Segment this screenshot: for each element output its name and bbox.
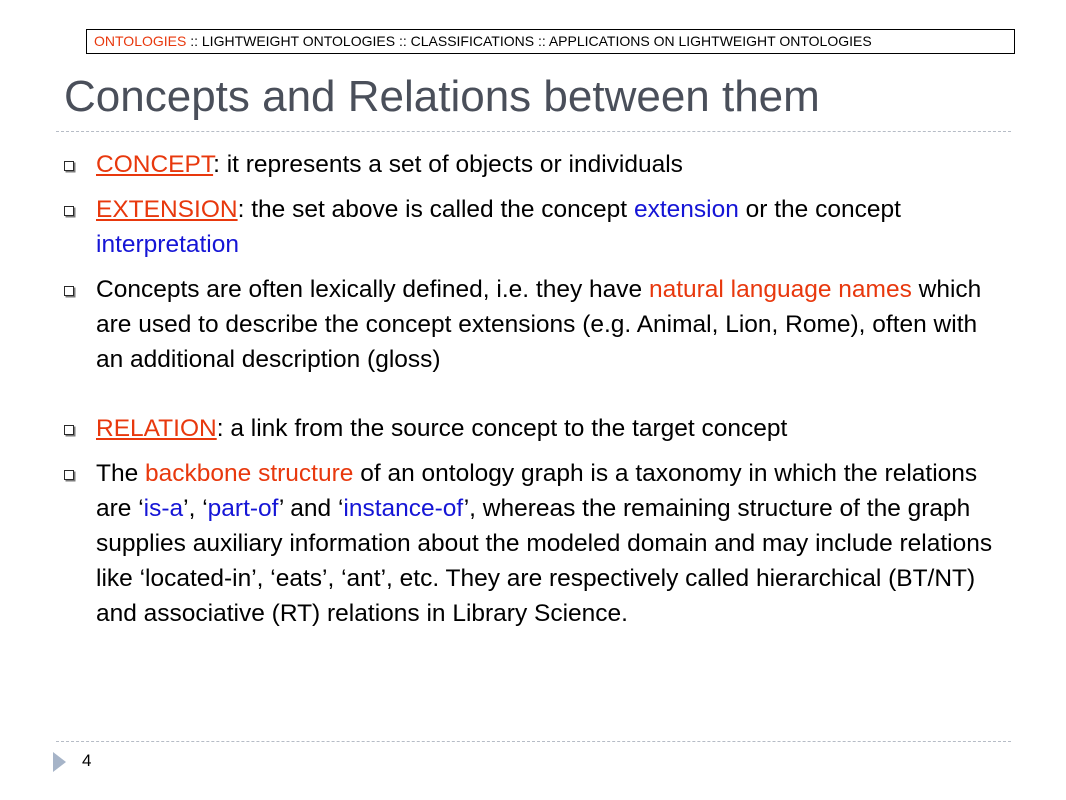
breadcrumb-rest: :: LIGHTWEIGHT ONTOLOGIES :: CLASSIFICATIONS :: APPLICATIONS ON LIGHTWEIGHT ONTOLOGIES [186, 33, 872, 49]
bullet-extension [60, 192, 1010, 262]
bullet-text: : the set above is called the concept [237, 196, 634, 223]
slide-title: Concepts and Relations between them [64, 72, 820, 121]
bullet-text: ’, whereas the remaining structure of the graph supplies auxiliary information about the modeled domain and may include relations like ‘located-in’, ‘eats’, ‘ant’, etc. They are respectively called hierarchical (BT/NT) and associative (RT) relations in Library Science. [96, 495, 993, 627]
keyword-backbone-structure: backbone structure [145, 460, 354, 487]
bullet-concept [60, 147, 1010, 182]
square-bullet-icon [64, 286, 74, 296]
square-bullet-icon [64, 425, 74, 435]
keyword-instance-of: instance-of [343, 495, 464, 522]
term-extension: EXTENSION [96, 196, 238, 223]
breadcrumb-active-section: ONTOLOGIES [94, 33, 187, 49]
bullet-text: or the concept [738, 196, 901, 223]
term-relation: RELATION [96, 415, 217, 442]
bullet-list [60, 147, 1010, 641]
keyword-part-of: part-of [207, 495, 279, 522]
bullet-names [60, 272, 1010, 377]
keyword-is-a: is-a [143, 495, 184, 522]
square-bullet-icon [64, 161, 74, 171]
title-divider [56, 131, 1011, 132]
bullet-relation [60, 411, 1010, 446]
footer-divider [56, 741, 1011, 742]
bullet-text: ’ and ‘ [278, 495, 344, 522]
bullet-text: Concepts are often lexically defined, i.e. they have [96, 276, 649, 303]
bullet-text: which are used to describe the concept extensions (e.g. Animal, Lion, Rome), often with an additional description (gloss) [96, 276, 982, 373]
page-number: 4 [82, 751, 92, 770]
keyword-interpretation: interpretation [96, 231, 240, 258]
square-bullet-icon [64, 470, 74, 480]
bullet-text: of an ontology graph is a taxonomy in which the relations are ‘ [96, 460, 978, 522]
bullet-text: ’, ‘ [183, 495, 208, 522]
bullet-text: : it represents a set of objects or individuals [213, 151, 683, 178]
bullet-backbone [60, 456, 1010, 631]
bullet-text: The [96, 460, 146, 487]
bullet-text: : a link from the source concept to the target concept [216, 415, 788, 442]
breadcrumb [86, 29, 1015, 54]
square-bullet-icon [64, 206, 74, 216]
triangle-arrow-icon [53, 752, 66, 772]
keyword-natural-language-names: natural language names [648, 276, 912, 303]
term-concept: CONCEPT [96, 151, 214, 178]
keyword-extension: extension [633, 196, 739, 223]
